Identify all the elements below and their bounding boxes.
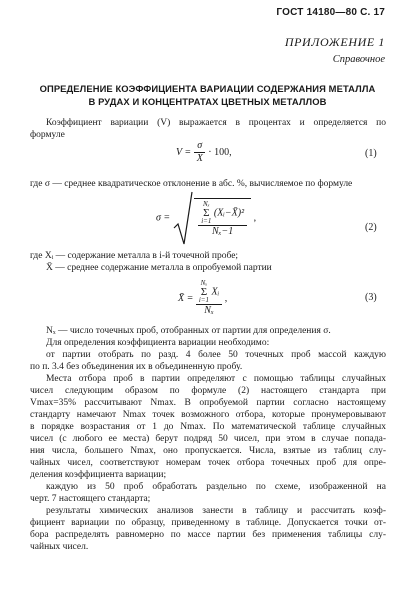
body-line: чисел (с любого ее места) берут подряд 50 чисел, при этом в случае попада-: [30, 434, 386, 444]
formula-2-denominator: Nₓ−1: [212, 226, 234, 237]
appendix-subtitle: Справочное: [332, 54, 385, 65]
formula-3-fraction: [196, 280, 222, 317]
body-line: фициент вариации по образцу, приведенному в таблице. Допускается точки от-: [30, 518, 386, 528]
body-line: Места отбора проб в партии определяют с помощью таблицы случайных: [46, 374, 386, 384]
body-line: чайных чисел, соответствуют номерам точек отбора точечных проб для опре-: [30, 458, 386, 468]
formula-3-lhs: X̄ =: [178, 293, 194, 304]
body-line: в порядке возрастания от 1 до Nmax. По математической таблице случайных: [30, 422, 386, 432]
sum-symbol-3: Nₓ Σ i=1: [198, 279, 210, 304]
radical-sign: [173, 190, 193, 246]
body-line: чисел следующим образом по формуле (2) настоящего стандарта при: [30, 386, 386, 396]
body-line: деления коэффициента вариации;: [30, 470, 167, 480]
body-line: по п. 3.4 без объединения их в объединенную пробу.: [30, 362, 243, 372]
body-line: от партии отобрать по разд. 4 более 50 точечных проб массой каждую: [46, 350, 386, 360]
document-title: [30, 82, 385, 108]
formula-1: [176, 140, 232, 165]
formula-3: X̄ = Nₓ Σ i=1 Xᵢ Nₓ ,: [178, 279, 228, 316]
body-line: черт. 7 настоящего стандарта;: [30, 494, 151, 504]
body-line: бора распределять равномерно по массе партии без применения таблицы слу-: [30, 530, 386, 540]
formula-2-lhs: σ =: [156, 212, 171, 224]
formula-1-denominator: X: [196, 153, 203, 164]
intro-line-1: Коэффициент вариации (V) выражается в процентах и определяется по: [46, 118, 386, 128]
formula-2-expression: (Xᵢ−X̄)²: [213, 207, 245, 219]
sum-symbol: Nₓ Σ i=1: [201, 200, 212, 225]
formula-1-tail: · 100,: [208, 146, 232, 158]
equation-number-3: (3): [365, 292, 377, 303]
body-line: результаты химических анализов занести в таблицу и рассчитать коэф-: [46, 506, 386, 516]
formula-3-expression: Xᵢ: [211, 286, 220, 298]
body-line: каждую из 50 проб обработать раздельно по схеме, изображенной на: [46, 482, 386, 492]
body-line: чайных чисел.: [30, 542, 89, 552]
intro-line-2: формуле: [30, 130, 65, 140]
body-line: Для определения коэффициента вариации необходимо:: [46, 338, 270, 348]
body-line: стандарту намечают Nmax точек возможного отбора, которые пронумеровывают: [30, 410, 386, 420]
appendix-title: ПРИЛОЖЕНИЕ 1: [284, 35, 385, 49]
title-line-2: В РУДАХ И КОНЦЕНТРАТАХ ЦВЕТНЫХ МЕТАЛЛОВ: [88, 96, 327, 107]
equation-number-1: (1): [365, 148, 377, 159]
body-line: ния числа, большего Nmax, оно пропускается. Числа, взятые из таблиц слу-: [30, 446, 386, 456]
equation-number-2: (2): [365, 222, 377, 233]
formula-3-denominator: Nₓ: [204, 305, 214, 316]
formula-2-fraction: [198, 201, 247, 238]
where-line-2: X̄ — среднее содержание металла в опробуемой партии: [46, 263, 272, 273]
formula-2: σ = Nₓ Σ i=1 (Xᵢ−X̄)² Nₓ−1 ,: [156, 190, 256, 246]
page-header: ГОСТ 14180—80 С. 17: [276, 7, 385, 18]
body-line: Nₓ — число точечных проб, отобранных от партии для определения σ.: [46, 326, 331, 336]
appendix-block: [285, 34, 385, 68]
formula-1-lhs: V =: [176, 146, 192, 158]
where-line-1: где Xᵢ — содержание металла в i-й точечной пробе;: [30, 251, 239, 261]
radicand: [194, 198, 251, 238]
formula-1-numerator: σ: [194, 140, 205, 153]
formula-1-fraction: [194, 140, 206, 165]
body-line: Vmax=35% рассчитывают Nmax. В опробуемой партии согласно настоящему: [30, 398, 386, 408]
title-line-1: ОПРЕДЕЛЕНИЕ КОЭФФИЦИЕНТА ВАРИАЦИИ СОДЕРЖАНИЯ МЕТАЛЛА: [39, 83, 376, 94]
sigma-definition: где σ — среднее квадратическое отклонение в абс. %, вычисляемое по формуле: [30, 179, 353, 189]
